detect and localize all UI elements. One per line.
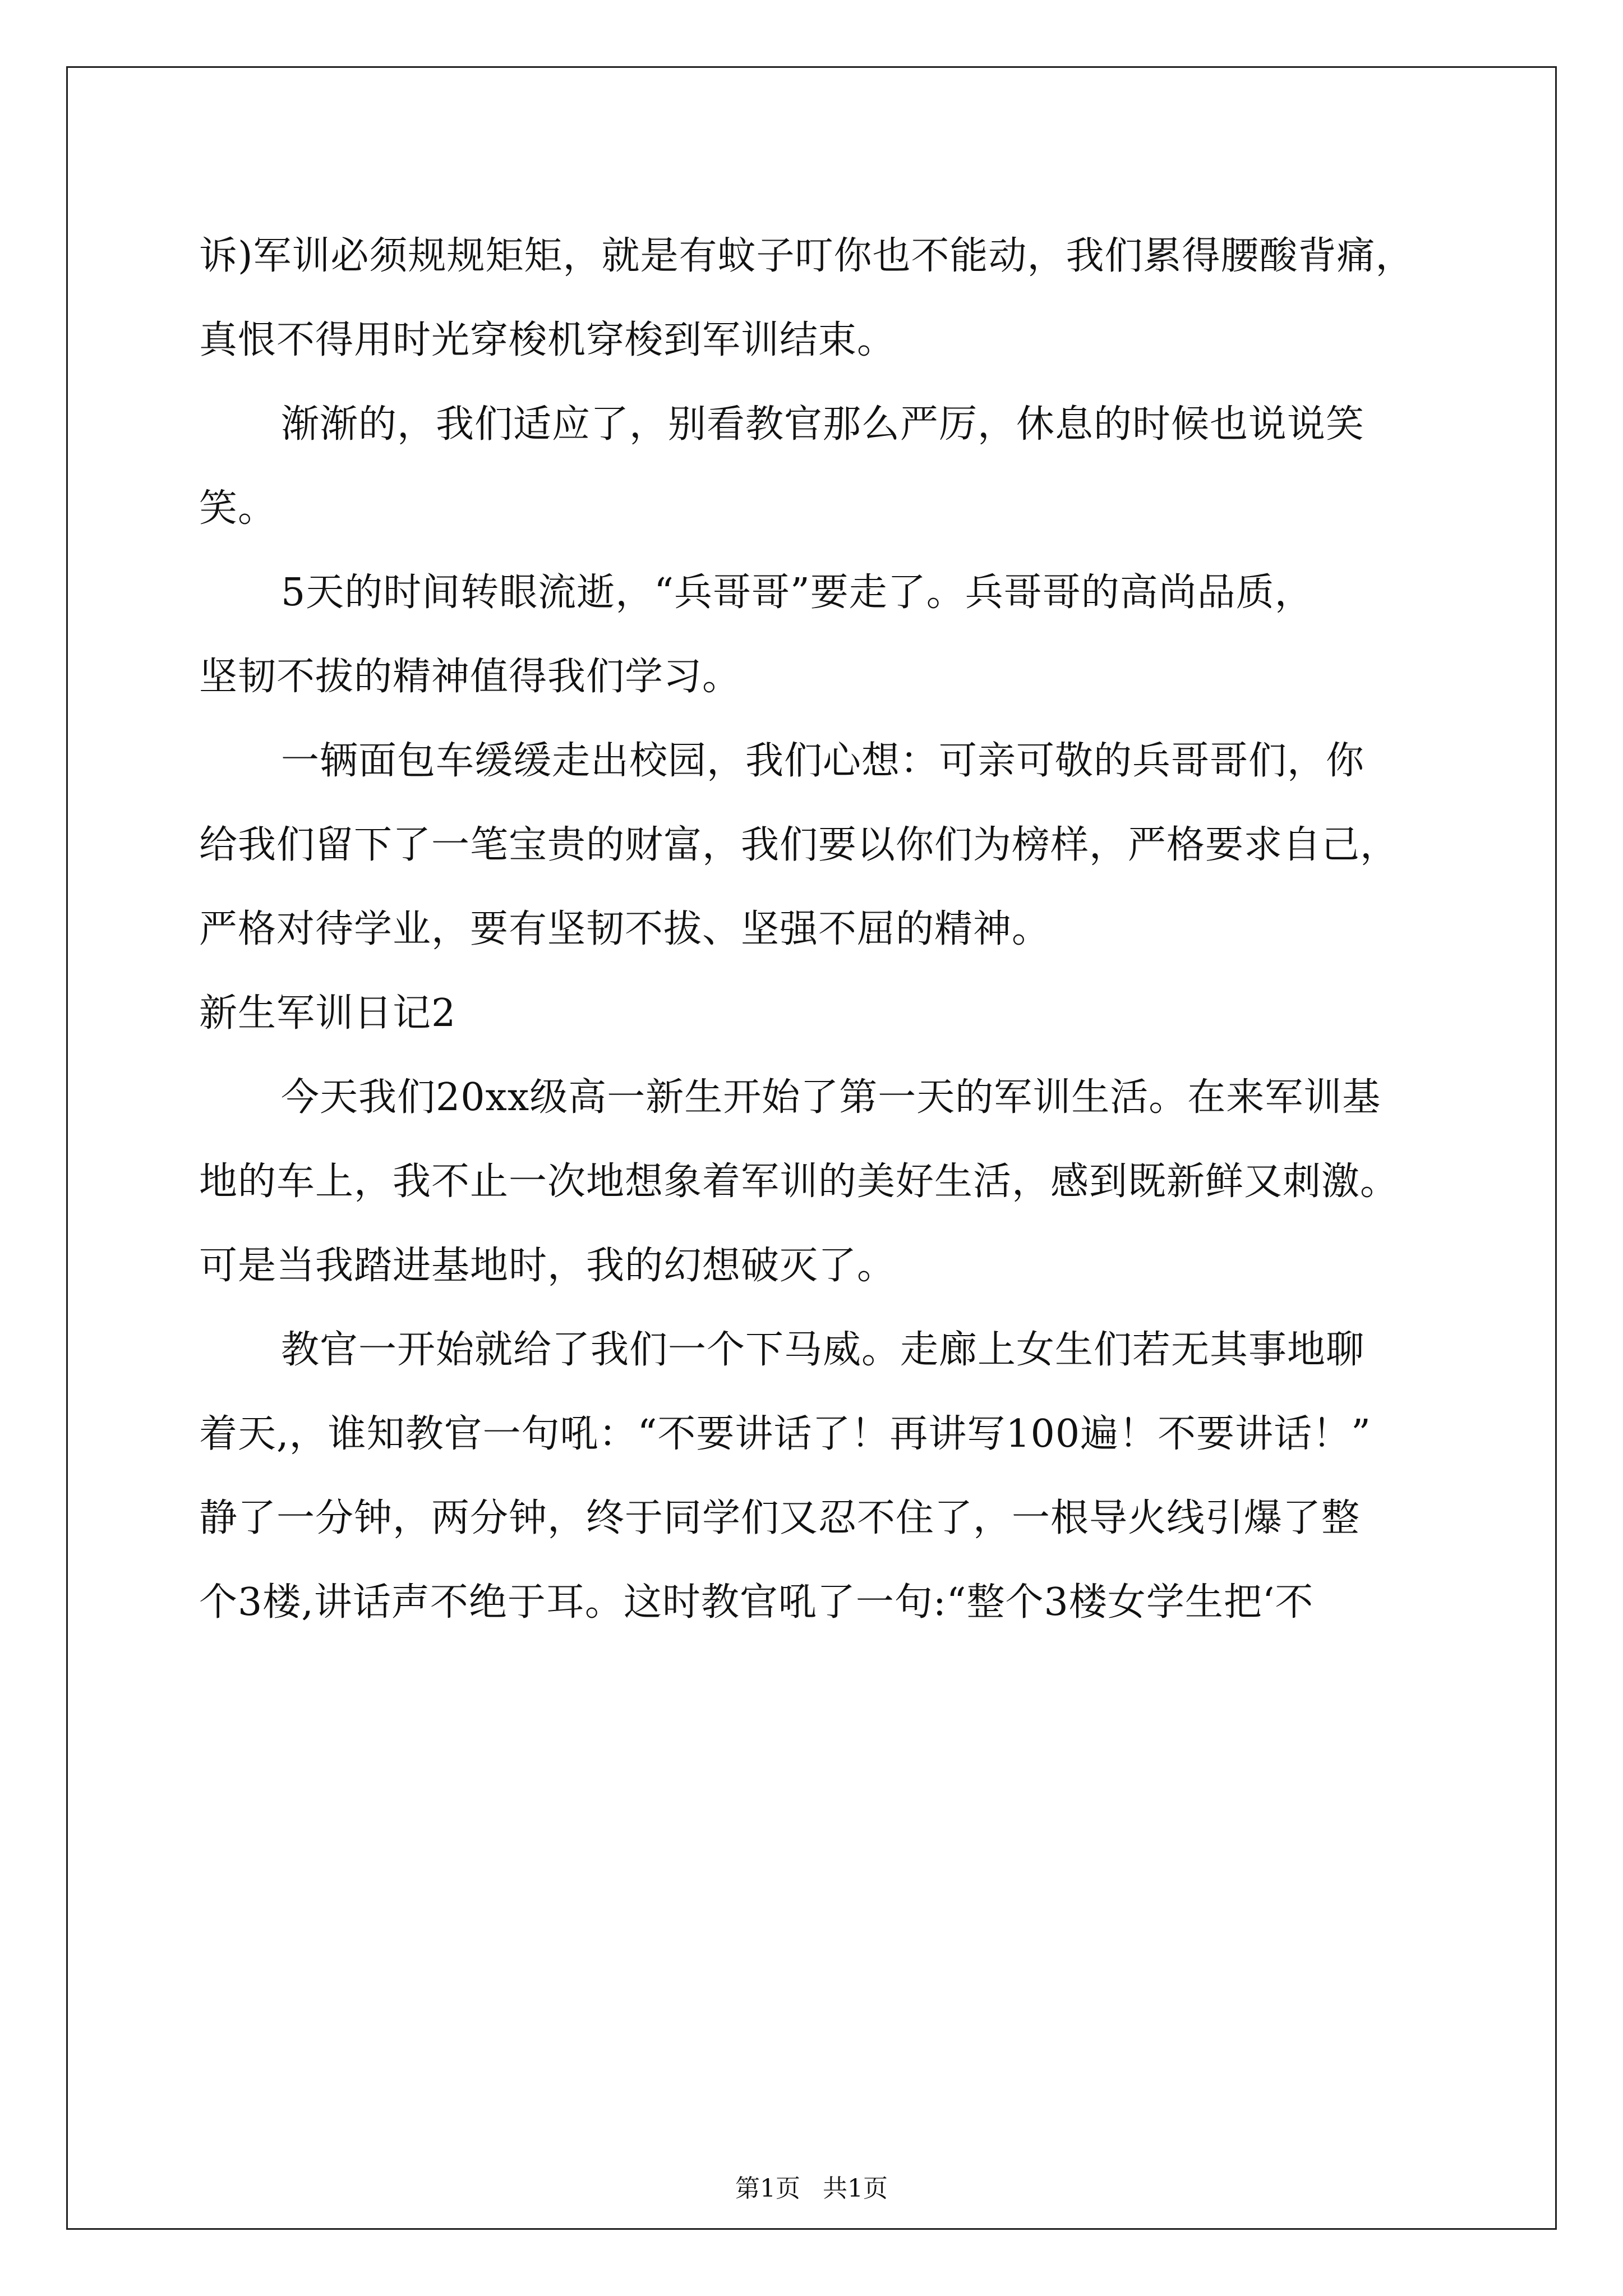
section-heading: 新生军训日记2 [199,991,457,1036]
text-line-5: 5天的时间转眼流逝，“兵哥哥”要走了。兵哥哥的高尚品质， [281,570,1313,615]
page-number-current: 第1页 [735,2174,800,2203]
page-number-total: 共1页 [823,2174,888,2203]
text-line-7: 一辆面包车缓缓走出校园，我们心想：可亲可敬的兵哥哥们，你 [281,739,1365,783]
text-line-9: 严格对待学业，要有坚韧不拔、坚强不屈的精神。 [199,907,1051,951]
text-line-8: 给我们留下了一笔宝贵的财富，我们要以你们为榜样，严格要求自己， [199,823,1399,867]
text-line-6: 坚韧不拔的精神值得我们学习。 [199,655,741,699]
text-line-15: 着天,，谁知教官一句吼：“不要讲话了！再讲写100遍！不要讲话！” [199,1412,1371,1456]
text-line-1: 诉)军训必须规规矩矩，就是有蚊子叮你也不能动，我们累得腰酸背痛， [199,234,1414,278]
text-line-17: 个3楼,讲话声不绝于耳。这时教官吼了一句:“整个3楼女学生把‘不 [199,1580,1314,1625]
text-line-16: 静了一分钟，两分钟，终于同学们又忍不住了，一根导火线引爆了整 [199,1496,1361,1540]
text-line-2: 真恨不得用时光穿梭机穿梭到军训结束。 [199,318,896,362]
text-line-4: 笑。 [199,486,277,531]
text-line-12: 地的车上，我不止一次地想象着军训的美好生活，感到既新鲜又刺激。 [199,1159,1399,1204]
text-line-11: 今天我们20xx级高一新生开始了第一天的军训生活。在来军训基 [281,1075,1381,1120]
text-line-13: 可是当我踏进基地时，我的幻想破灭了。 [199,1244,896,1288]
text-line-3: 渐渐的，我们适应了，别看教官那么严厉，休息的时候也说说笑 [281,402,1365,447]
document-body [199,214,1433,1645]
text-line-14: 教官一开始就给了我们一个下马威。走廊上女生们若无其事地聊 [281,1328,1365,1372]
page-footer [0,2172,1623,2206]
